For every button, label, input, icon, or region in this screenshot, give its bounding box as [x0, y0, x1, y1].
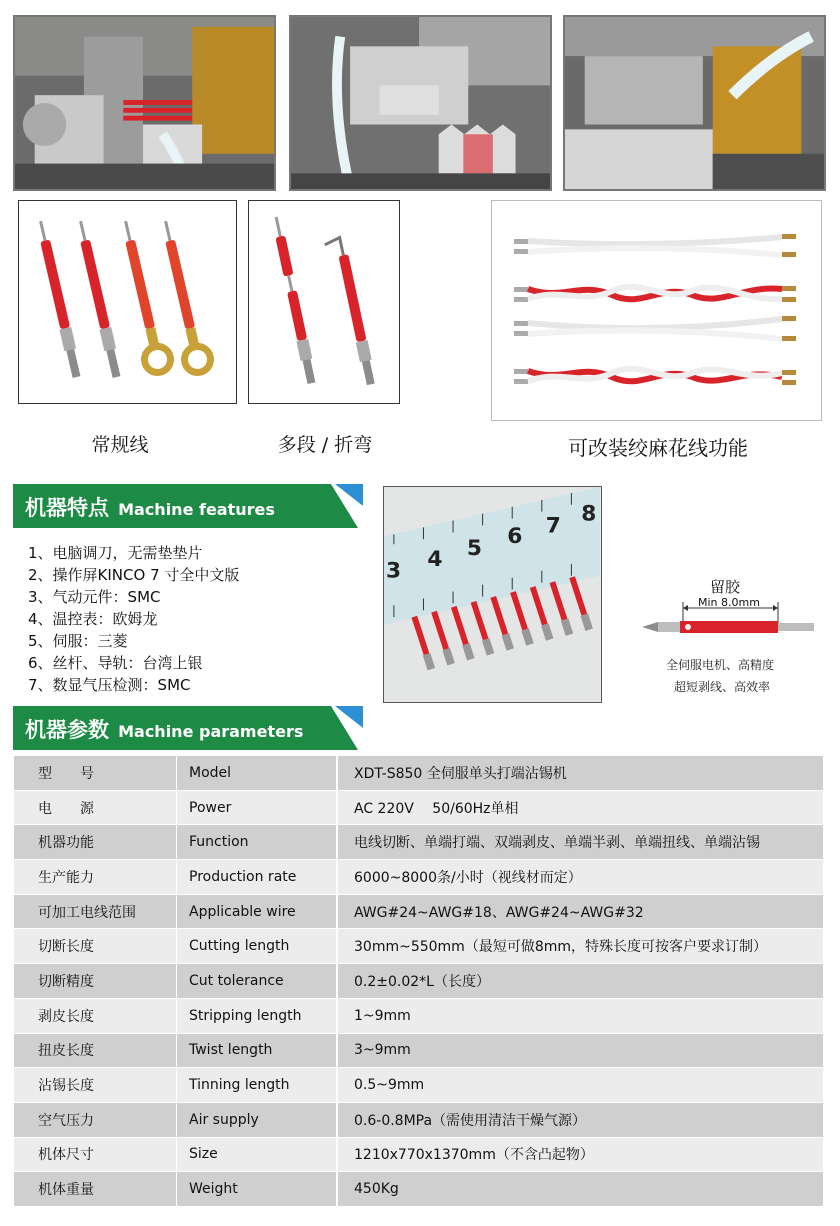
table-row: [14, 1172, 824, 1207]
feature-item: 7、数显气压检测：SMC: [28, 676, 191, 694]
param-label-zh: 沾锡长度: [14, 1068, 177, 1103]
param-value: 450Kg: [337, 1172, 824, 1207]
param-label-en: Twist length: [177, 1033, 338, 1068]
param-label-en: Air supply: [177, 1102, 338, 1137]
param-label-en: Size: [177, 1137, 338, 1172]
feature-item: 4、温控表：欧姆龙: [28, 610, 158, 628]
features-banner-zh: 机器特点: [25, 496, 109, 520]
ruler-number: 7: [545, 513, 561, 539]
machine-photo-1: [13, 15, 276, 191]
param-label-en: Function: [177, 825, 338, 860]
param-value: 1210x770x1370mm（不含凸起物）: [337, 1137, 824, 1172]
param-label-en: Weight: [177, 1172, 338, 1207]
table-row: [14, 1033, 824, 1068]
table-row: [14, 929, 824, 964]
param-label-en: Cutting length: [177, 929, 338, 964]
table-row: [14, 964, 824, 999]
table-row: [14, 1068, 824, 1103]
param-label-zh: 机器功能: [14, 825, 177, 860]
param-label-en: Tinning length: [177, 1068, 338, 1103]
regular-wire-2: [75, 220, 123, 379]
diagram-title: 留胶: [710, 578, 741, 596]
param-label-en: Cut tolerance: [177, 964, 338, 999]
param-value: XDT-S850 全伺服单头打端沾锡机: [337, 756, 824, 791]
ruler-number: 3: [385, 558, 402, 584]
params-banner-zh: 机器参数: [25, 718, 109, 742]
table-row: [14, 894, 824, 929]
twisted-wire-image: [491, 200, 822, 421]
features-banner: [13, 484, 363, 528]
param-label-zh: 剥皮长度: [14, 998, 177, 1033]
table-row: [14, 1137, 824, 1172]
param-label-zh: 生产能力: [14, 860, 177, 895]
ruler-number: 8: [581, 501, 597, 527]
param-label-zh: 机体尺寸: [14, 1137, 177, 1172]
caption-regular-wire: 常规线: [91, 434, 149, 456]
features-banner-en: Machine features: [118, 500, 275, 519]
table-row: [14, 825, 824, 860]
param-label-en: Production rate: [177, 860, 338, 895]
regular-wire-3: [113, 218, 173, 375]
param-label-en: Applicable wire: [177, 894, 338, 929]
param-value: 30mm~550mm（最短可做8mm，特殊长度可按客户要求订制）: [337, 929, 824, 964]
twisted-wire-red-2: [514, 369, 796, 385]
ruler-photo: [383, 486, 602, 703]
params-table: [13, 755, 824, 1207]
param-label-zh: 切断精度: [14, 964, 177, 999]
caption-multi-segment: 多段 / 折弯: [277, 434, 373, 456]
ruler-number: 4: [427, 546, 443, 572]
strip-diagram: [630, 572, 830, 702]
params-banner: [13, 706, 363, 750]
twisted-wire-white-2: [514, 316, 796, 341]
regular-wire-4: [153, 218, 213, 375]
twisted-wire-red-1: [514, 286, 796, 302]
params-banner-en: Machine parameters: [118, 722, 304, 741]
param-label-en: Model: [177, 756, 338, 791]
param-label-zh: 空气压力: [14, 1102, 177, 1137]
param-label-zh: 型 号: [14, 756, 177, 791]
table-row: [14, 756, 824, 791]
ruler-number: 6: [507, 524, 523, 550]
param-value: AC 220V 50/60Hz单相: [337, 790, 824, 825]
machine-photo-3: [563, 15, 826, 191]
twisted-wire-white-1: [514, 234, 796, 257]
param-value: 0.2±0.02*L（长度）: [337, 964, 824, 999]
diagram-line-2: 超短剥线、高效率: [674, 680, 771, 694]
feature-item: 5、伺服：三菱: [28, 632, 128, 650]
table-row: [14, 860, 824, 895]
param-label-zh: 切断长度: [14, 929, 177, 964]
param-label-en: Power: [177, 790, 338, 825]
param-value: AWG#24~AWG#18、AWG#24~AWG#32: [337, 894, 824, 929]
param-value: 6000~8000条/小时（视线材而定）: [337, 860, 824, 895]
regular-wire-1: [35, 220, 83, 379]
param-label-zh: 可加工电线范围: [14, 894, 177, 929]
feature-item: 1、电脑调刀，无需垫垫片: [28, 544, 203, 562]
feature-item: 6、丝杆、导轨：台湾上银: [28, 654, 203, 672]
param-value: 电线切断、单端打端、双端剥皮、单端半剥、单端扭线、单端沾锡: [337, 825, 824, 860]
table-row: [14, 1102, 824, 1137]
table-row: [14, 998, 824, 1033]
param-label-zh: 电 源: [14, 790, 177, 825]
param-value: 0.6-0.8MPa（需使用清洁干燥气源）: [337, 1102, 824, 1137]
multi-segment-wire-image: [248, 200, 400, 404]
caption-twist-function: 可改装绞麻花线功能: [568, 436, 748, 460]
param-value: 1~9mm: [337, 998, 824, 1033]
feature-item: 3、气动元件：SMC: [28, 588, 161, 606]
param-label-zh: 扭皮长度: [14, 1033, 177, 1068]
machine-photo-2: [289, 15, 552, 191]
regular-wire-image: [18, 200, 237, 404]
diagram-min-label: Min 8.0mm: [698, 596, 760, 609]
feature-item: 2、操作屏KINCO 7 寸全中文版: [28, 566, 240, 584]
param-label-zh: 机体重量: [14, 1172, 177, 1207]
table-row: [14, 790, 824, 825]
param-label-en: Stripping length: [177, 998, 338, 1033]
param-value: 0.5~9mm: [337, 1068, 824, 1103]
diagram-line-1: 全伺服电机、高精度: [666, 658, 775, 672]
ruler-number: 5: [466, 536, 482, 562]
param-value: 3~9mm: [337, 1033, 824, 1068]
